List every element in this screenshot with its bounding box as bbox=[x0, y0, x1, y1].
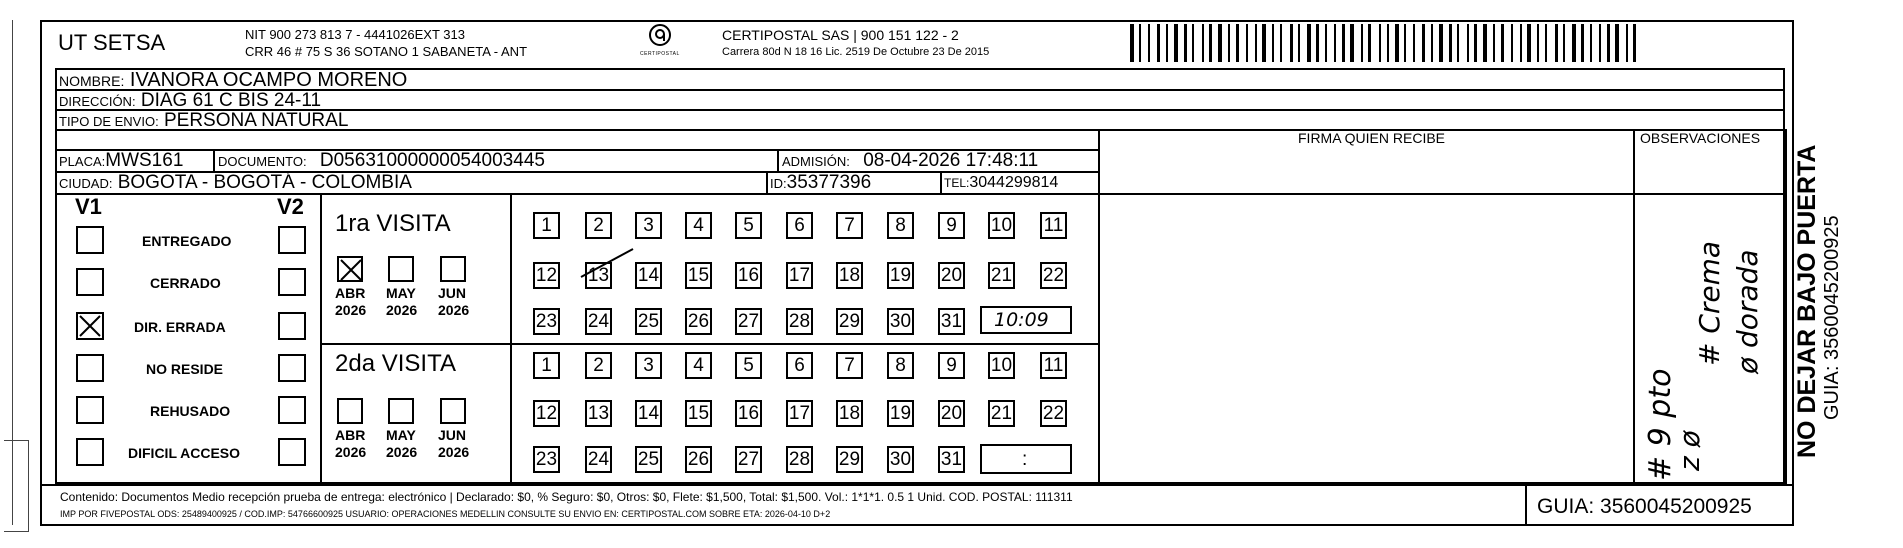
nombre-row bbox=[59, 70, 407, 90]
day-box[interactable]: 30 bbox=[887, 308, 914, 335]
month-checkbox[interactable] bbox=[440, 256, 466, 282]
tipo-label: TIPO DE ENVIO: bbox=[59, 114, 159, 129]
ciudad-label: CIUDAD: bbox=[59, 176, 113, 191]
footer-imp: IMP POR FIVEPOSTAL ODS: 25489400925 / COD.IMP: 54766600925 USUARIO: OPERACIONES MEDELLIN CONSULTE SU ENVIO EN: CERTIPOSTAL.COM SOBRE ETA: 2026-04-10 D+2 bbox=[60, 509, 831, 519]
day-box[interactable]: 30 bbox=[887, 446, 914, 473]
day-box[interactable]: 16 bbox=[735, 262, 762, 289]
placa-cell bbox=[59, 151, 183, 170]
day-box[interactable]: 14 bbox=[635, 400, 662, 427]
day-box[interactable]: 2 bbox=[585, 212, 612, 239]
status-v2-checkbox[interactable] bbox=[278, 268, 306, 296]
observations-handwriting bbox=[1636, 196, 1784, 484]
admision-label: ADMISIÓN: bbox=[782, 154, 850, 169]
tel-label: TEL: bbox=[944, 176, 970, 190]
month-label: MAY bbox=[386, 427, 416, 443]
status-v2-checkbox[interactable] bbox=[278, 396, 306, 424]
day-box[interactable]: 28 bbox=[786, 308, 813, 335]
day-box[interactable]: 18 bbox=[836, 400, 863, 427]
day-box[interactable]: 5 bbox=[735, 212, 762, 239]
company-address: CRR 46 # 75 S 36 SOTANO 1 SABANETA - ANT bbox=[245, 44, 528, 59]
day-box[interactable]: 10 bbox=[988, 212, 1015, 239]
obs-line-2: # Crema bbox=[1693, 240, 1726, 366]
recipient-name: IVANORA OCAMPO MORENO bbox=[129, 69, 408, 91]
day-box[interactable]: 24 bbox=[585, 446, 612, 473]
status-label: DIR. ERRADA bbox=[134, 319, 226, 335]
day-box[interactable]: 1 bbox=[533, 352, 560, 379]
day-box[interactable]: 5 bbox=[735, 352, 762, 379]
year-label: 2026 bbox=[438, 444, 470, 460]
first-visit-time: 10:09 bbox=[994, 309, 1049, 331]
day-box[interactable]: 20 bbox=[938, 262, 965, 289]
day-box[interactable]: 8 bbox=[887, 212, 914, 239]
day-box[interactable]: 27 bbox=[735, 446, 762, 473]
day-box[interactable]: 13 bbox=[585, 262, 612, 289]
day-box[interactable]: 11 bbox=[1040, 352, 1067, 379]
day-box[interactable]: 14 bbox=[635, 262, 662, 289]
footer-guia: GUIA: 3560045200925 bbox=[1537, 495, 1752, 518]
tipo-row bbox=[59, 111, 348, 130]
left-margin-bracket bbox=[4, 440, 29, 532]
day-box[interactable]: 25 bbox=[635, 308, 662, 335]
month-label: ABR bbox=[335, 285, 366, 301]
day-box[interactable]: 12 bbox=[533, 262, 560, 289]
status-v2-checkbox[interactable] bbox=[278, 312, 306, 340]
certipostal-line1: CERTIPOSTAL SAS | 900 151 122 - 2 bbox=[722, 27, 959, 43]
status-v1-checkbox[interactable] bbox=[76, 226, 104, 254]
status-label: DIFICIL ACCESO bbox=[128, 445, 241, 461]
day-box[interactable]: 16 bbox=[735, 400, 762, 427]
documento-label: DOCUMENTO: bbox=[218, 154, 307, 169]
status-label: REHUSADO bbox=[150, 403, 231, 419]
status-v1-checkbox[interactable] bbox=[76, 268, 104, 296]
year-label: 2026 bbox=[438, 302, 470, 318]
v2-header: V2 bbox=[277, 194, 304, 219]
city: BOGOTA - BOGOTÁ - COLOMBIA bbox=[117, 172, 412, 193]
day-box[interactable]: 20 bbox=[938, 400, 965, 427]
day-box[interactable]: 7 bbox=[836, 352, 863, 379]
side-warning: NO DEJAR BAJO PUERTA bbox=[1793, 144, 1821, 458]
status-v2-checkbox[interactable] bbox=[278, 354, 306, 382]
day-box[interactable]: 17 bbox=[786, 400, 813, 427]
status-v1-checkbox[interactable] bbox=[76, 396, 104, 424]
day-box[interactable]: 15 bbox=[685, 400, 712, 427]
day-box[interactable]: 23 bbox=[533, 446, 560, 473]
day-box[interactable]: 22 bbox=[1040, 262, 1067, 289]
side-guia: GUIA: 3560045200925 bbox=[1821, 215, 1843, 420]
status-v2-checkbox[interactable] bbox=[278, 226, 306, 254]
month-label: JUN bbox=[438, 285, 467, 301]
day-box[interactable]: 19 bbox=[887, 262, 914, 289]
day-box[interactable]: 2 bbox=[585, 352, 612, 379]
day-box[interactable]: 13 bbox=[585, 400, 612, 427]
month-label: ABR bbox=[335, 427, 366, 443]
day-box[interactable]: 26 bbox=[685, 308, 712, 335]
status-label: CERRADO bbox=[150, 275, 221, 291]
month-checkbox[interactable] bbox=[388, 398, 414, 424]
day-box[interactable]: 1 bbox=[533, 212, 560, 239]
day-box[interactable]: 6 bbox=[786, 212, 813, 239]
day-box[interactable]: 22 bbox=[1040, 400, 1067, 427]
direccion-row bbox=[59, 91, 321, 110]
day-box[interactable]: 7 bbox=[836, 212, 863, 239]
day-box[interactable]: 31 bbox=[938, 308, 965, 335]
month-checkbox[interactable] bbox=[388, 256, 414, 282]
month-label: JUN bbox=[438, 427, 467, 443]
id-cell bbox=[770, 173, 871, 192]
day-box[interactable]: 4 bbox=[685, 212, 712, 239]
status-v1-checkbox[interactable] bbox=[76, 438, 104, 466]
second-visit-time: : bbox=[1022, 449, 1028, 470]
day-box[interactable]: 29 bbox=[836, 446, 863, 473]
day-box[interactable]: 24 bbox=[585, 308, 612, 335]
day-box[interactable]: 10 bbox=[988, 352, 1015, 379]
year-label: 2026 bbox=[335, 302, 367, 318]
first-visit-time-box bbox=[980, 306, 1072, 334]
id-label: ID: bbox=[770, 176, 787, 191]
day-box[interactable]: 4 bbox=[685, 352, 712, 379]
day-box[interactable]: 31 bbox=[938, 446, 965, 473]
day-box[interactable]: 26 bbox=[685, 446, 712, 473]
year-label: 2026 bbox=[335, 444, 367, 460]
day-box[interactable]: 3 bbox=[635, 352, 662, 379]
company-name: UT SETSA bbox=[58, 30, 166, 55]
status-v1-checkbox[interactable] bbox=[76, 312, 104, 340]
year-label: 2026 bbox=[386, 444, 418, 460]
v1-header: V1 bbox=[75, 194, 102, 219]
second-visit-title: 2da VISITA bbox=[335, 350, 456, 377]
admission-date: 08-04-2026 17:48:11 bbox=[863, 150, 1039, 171]
day-box[interactable]: 21 bbox=[988, 262, 1015, 289]
status-v2-checkbox[interactable] bbox=[278, 438, 306, 466]
obs-line-1: # 9 pto bbox=[1643, 368, 1678, 481]
obs-line-4: ø dorada bbox=[1731, 249, 1764, 374]
day-13-strike-mark bbox=[575, 245, 635, 285]
day-box[interactable]: 11 bbox=[1040, 212, 1067, 239]
day-box[interactable]: 9 bbox=[938, 352, 965, 379]
month-checkbox[interactable] bbox=[440, 398, 466, 424]
tel-cell bbox=[944, 175, 1058, 191]
phone: 3044299814 bbox=[969, 174, 1059, 191]
ciudad-cell bbox=[59, 173, 412, 192]
plate: MWS161 bbox=[105, 150, 184, 171]
logo-caption: CERTIPOSTAL bbox=[640, 51, 680, 57]
status-label: NO RESIDE bbox=[146, 361, 224, 377]
shipment-type: PERSONA NATURAL bbox=[163, 110, 349, 131]
obs-line-3: z ø bbox=[1673, 430, 1706, 471]
day-box[interactable]: 3 bbox=[635, 212, 662, 239]
day-box[interactable]: 8 bbox=[887, 352, 914, 379]
first-visit-title: 1ra VISITA bbox=[335, 210, 451, 237]
day-box[interactable]: 28 bbox=[786, 446, 813, 473]
day-box[interactable]: 15 bbox=[685, 262, 712, 289]
month-checkbox[interactable] bbox=[337, 398, 363, 424]
direccion-label: DIRECCIÓN: bbox=[59, 94, 136, 109]
day-box[interactable]: 19 bbox=[887, 400, 914, 427]
day-box[interactable]: 21 bbox=[988, 400, 1015, 427]
document-number: D05631000000054003445 bbox=[319, 150, 545, 171]
day-box[interactable]: 23 bbox=[533, 308, 560, 335]
barcode bbox=[1130, 24, 1640, 62]
documento-cell bbox=[218, 151, 545, 170]
day-box[interactable]: 6 bbox=[786, 352, 813, 379]
recipient-id: 35377396 bbox=[786, 172, 872, 193]
footer-content: Contenido: Documentos Medio recepción prueba de entrega: electrónico | Declarado: $0, % Seguro: $0, Otros: $0, Flete: $1,500, Total: $1,500. Vol.: 1*1*1. 0.5 1 Unid. COD. POSTAL: 111311 bbox=[60, 490, 1073, 504]
second-visit-time-box bbox=[980, 444, 1072, 474]
status-v1-checkbox[interactable] bbox=[76, 354, 104, 382]
day-box[interactable]: 17 bbox=[786, 262, 813, 289]
placa-label: PLACA: bbox=[59, 154, 106, 169]
nombre-label: NOMBRE: bbox=[59, 73, 125, 89]
admision-cell bbox=[782, 151, 1038, 170]
recipient-address: DIAG 61 C BIS 24-11 bbox=[140, 90, 322, 111]
year-label: 2026 bbox=[386, 302, 418, 318]
month-checkbox[interactable] bbox=[337, 256, 363, 282]
status-label: ENTREGADO bbox=[142, 233, 232, 249]
day-box[interactable]: 27 bbox=[735, 308, 762, 335]
day-box[interactable]: 12 bbox=[533, 400, 560, 427]
day-box[interactable]: 25 bbox=[635, 446, 662, 473]
firma-header: FIRMA QUIEN RECIBE bbox=[1298, 130, 1446, 146]
certipostal-line2: Carrera 80d N 18 16 Lic. 2519 De Octubre 23 De 2015 bbox=[722, 46, 990, 58]
day-box[interactable]: 9 bbox=[938, 212, 965, 239]
observaciones-header: OBSERVACIONES bbox=[1640, 130, 1761, 146]
nit-line: NIT 900 273 813 7 - 4441026EXT 313 bbox=[245, 27, 465, 42]
day-box[interactable]: 18 bbox=[836, 262, 863, 289]
day-box[interactable]: 29 bbox=[836, 308, 863, 335]
month-label: MAY bbox=[386, 285, 416, 301]
